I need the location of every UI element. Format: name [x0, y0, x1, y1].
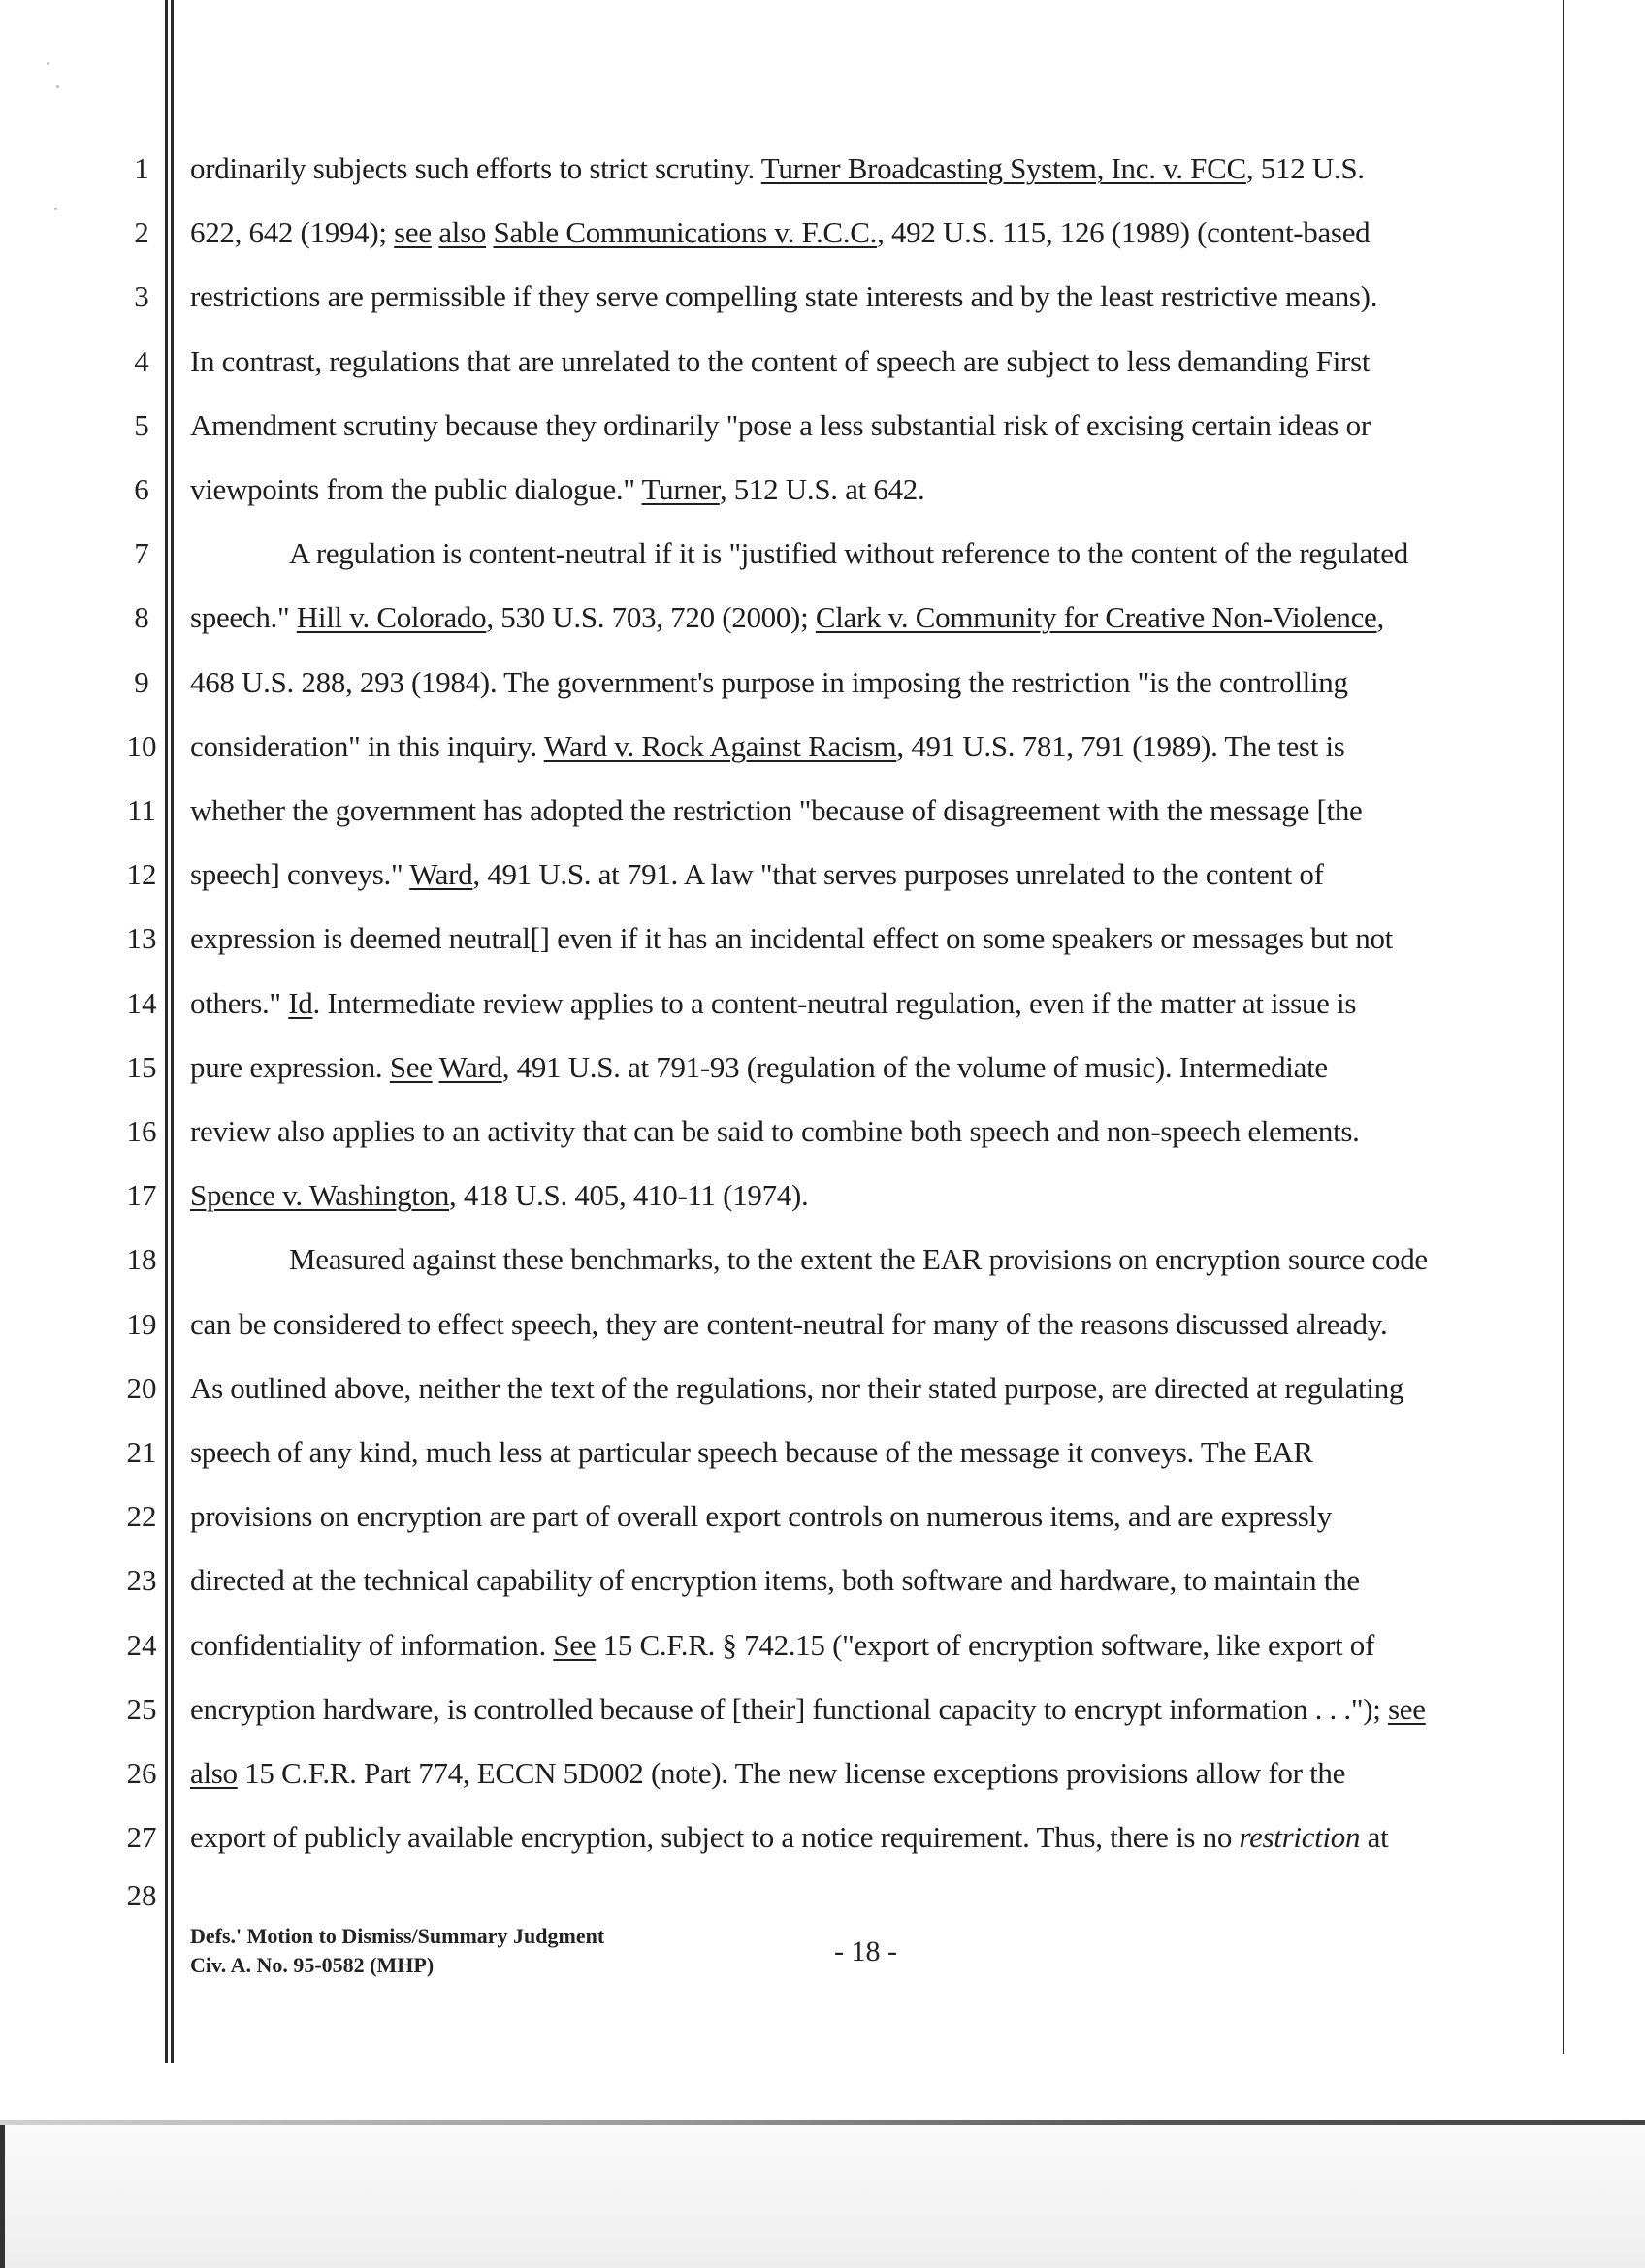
- citation: Ward v. Rock Against Racism: [543, 728, 897, 763]
- line-number: 14: [126, 985, 157, 1020]
- text-line: [190, 344, 1548, 379]
- line-number: 3: [134, 279, 149, 314]
- citation: also: [190, 1756, 238, 1790]
- citation: See: [553, 1627, 597, 1662]
- text-line: [190, 472, 1548, 507]
- text-line: [190, 1371, 1548, 1406]
- line-number: 20: [126, 1370, 157, 1405]
- text-line: [190, 279, 1548, 314]
- citation: also: [438, 215, 487, 250]
- text-run: As outlined above, neither the text of the regulations, nor their stated purpose, are directed at regulating: [190, 1370, 1404, 1405]
- text-run: others.": [190, 985, 289, 1020]
- text-line: [190, 1563, 1548, 1598]
- text-run: pure expression.: [190, 1049, 390, 1084]
- right-margin-rule: [1563, 0, 1564, 2054]
- citation: Turner: [641, 472, 720, 506]
- citation: Id: [288, 985, 313, 1020]
- text-run: directed at the technical capability of encryption items, both software and hardware, to maintain the: [190, 1563, 1360, 1598]
- text-run: provisions on encryption are part of overall export controls on numerous items, and are expressly: [190, 1499, 1332, 1534]
- line-number: 9: [134, 664, 149, 699]
- citation: Turner Broadcasting System, Inc. v. FCC: [760, 151, 1246, 185]
- line-number: 27: [126, 1820, 157, 1855]
- text-line: [190, 1820, 1548, 1855]
- text-line: [190, 921, 1548, 956]
- text-run: review also applies to an activity that can be said to combine both speech and non-speech elements.: [190, 1114, 1360, 1148]
- line-number: 16: [126, 1114, 157, 1148]
- text-line: [190, 536, 1548, 571]
- page-number: - 18 -: [834, 1935, 897, 1967]
- text-run: 15 C.F.R. § 742.15 ("export of encryption software, like export of: [596, 1627, 1375, 1662]
- text-run: , 418 U.S. 405, 410-11 (1974).: [449, 1178, 809, 1213]
- text-run: Measured against these benchmarks, to the extent the EAR provisions on encryption source code: [289, 1242, 1428, 1277]
- citation: Ward: [438, 1049, 502, 1084]
- line-number: 26: [126, 1756, 157, 1790]
- text-line: [190, 1628, 1548, 1663]
- line-number: 6: [134, 472, 149, 506]
- line-number: 10: [126, 728, 157, 763]
- text-run: at: [1360, 1820, 1389, 1855]
- line-number: 8: [134, 600, 149, 635]
- text-run: speech.": [190, 600, 297, 635]
- line-number: 7: [134, 536, 149, 571]
- text-run: whether the government has adopted the restriction "because of disagreement with the message [the: [190, 793, 1363, 827]
- text-run: , 530 U.S. 703, 720 (2000);: [486, 600, 816, 635]
- text-run: Amendment scrutiny because they ordinarily "pose a less substantial risk of excising certain ideas or: [190, 407, 1371, 442]
- text-run: speech of any kind, much less at particular speech because of the message it conveys. The EAR: [190, 1435, 1313, 1469]
- text-run: consideration" in this inquiry.: [190, 728, 544, 763]
- citation: Sable Communications v. F.C.C.: [493, 215, 878, 250]
- text-run: , 491 U.S. at 791. A law "that serves purposes unrelated to the content of: [472, 857, 1324, 892]
- text-run: ,: [1376, 600, 1384, 635]
- line-number: 25: [126, 1691, 157, 1726]
- text-line: [190, 729, 1548, 764]
- text-run: [486, 215, 493, 249]
- text-line: [190, 1435, 1548, 1470]
- text-run: In contrast, regulations that are unrelated to the content of speech are subject to less demanding First: [190, 343, 1371, 378]
- text-run: encryption hardware, is controlled because of [their] functional capacity to encrypt information . . .");: [190, 1691, 1389, 1726]
- text-run: 15 C.F.R. Part 774, ECCN 5D002 (note). The new license exceptions provisions allow for the: [237, 1756, 1346, 1790]
- footer-caption-title: Defs.' Motion to Dismiss/Summary Judgment: [190, 1924, 605, 1948]
- citation: See: [389, 1049, 433, 1084]
- text-line: [190, 793, 1548, 828]
- scanner-background: [0, 2125, 1645, 2268]
- text-run: can be considered to effect speech, they are content-neutral for many of the reasons discussed already.: [190, 1306, 1388, 1341]
- line-number: 28: [126, 1878, 157, 1913]
- text-line: [190, 1242, 1548, 1277]
- citation: see: [394, 215, 432, 250]
- citation: see: [1388, 1691, 1426, 1726]
- footer-case-number: Civ. A. No. 95-0582 (MHP): [190, 1953, 435, 1977]
- text-line: [190, 665, 1548, 700]
- citation: Ward: [409, 857, 473, 892]
- text-line: [190, 1499, 1548, 1534]
- text-line: [190, 1114, 1548, 1149]
- text-run: ordinarily subjects such efforts to strict scrutiny.: [190, 151, 761, 185]
- text-run: . Intermediate review applies to a content-neutral regulation, even if the matter at issue is: [312, 985, 1357, 1020]
- line-number: 17: [126, 1178, 157, 1213]
- text-run: A regulation is content-neutral if it is "justified without reference to the content of the regulated: [289, 536, 1408, 571]
- text-run: confidentiality of information.: [190, 1627, 554, 1662]
- text-run: , 512 U.S. at 642.: [719, 472, 925, 506]
- text-line: [190, 1050, 1548, 1085]
- line-number: 15: [126, 1049, 157, 1084]
- text-run: , 491 U.S. 781, 791 (1989). The test is: [896, 728, 1345, 763]
- text-line: [190, 1307, 1548, 1342]
- text-line: [190, 151, 1548, 186]
- line-number: 23: [126, 1563, 157, 1598]
- text-run: , 492 U.S. 115, 126 (1989) (content-based: [877, 215, 1371, 250]
- line-number: 4: [134, 343, 149, 378]
- text-line: [190, 215, 1548, 250]
- line-number: 12: [126, 857, 157, 892]
- emphasis: restriction: [1239, 1820, 1361, 1855]
- text-run: 468 U.S. 288, 293 (1984). The government's purpose in imposing the restriction "is the controlling: [190, 664, 1348, 699]
- line-number: 5: [134, 407, 149, 442]
- text-line: [190, 986, 1548, 1021]
- line-number: 22: [126, 1499, 157, 1534]
- text-line: [190, 408, 1548, 443]
- text-line: [190, 1692, 1548, 1727]
- line-number: 13: [126, 921, 157, 956]
- citation: Clark v. Community for Creative Non-Violence: [815, 600, 1377, 635]
- line-number: 1: [134, 151, 149, 185]
- line-number: 19: [126, 1306, 157, 1341]
- footer-caption: [190, 1922, 604, 1980]
- text-run: [433, 1050, 439, 1084]
- text-run: , 512 U.S.: [1245, 151, 1365, 185]
- text-run: restrictions are permissible if they serve compelling state interests and by the least restrictive means).: [190, 279, 1378, 314]
- text-line: [190, 857, 1548, 892]
- line-number: 2: [134, 215, 149, 250]
- line-number: 21: [126, 1435, 157, 1469]
- line-number: 18: [126, 1242, 157, 1277]
- text-run: viewpoints from the public dialogue.": [190, 472, 642, 506]
- left-margin-rule-inner: [171, 0, 174, 2063]
- text-line: [190, 600, 1548, 635]
- text-run: export of publicly available encryption, subject to a notice requirement. Thus, there is no: [190, 1820, 1240, 1855]
- text-run: speech] conveys.": [190, 857, 410, 892]
- line-number: 11: [127, 793, 156, 827]
- text-run: expression is deemed neutral[] even if it has an incidental effect on some speakers or messages but not: [190, 921, 1393, 956]
- text-line: [190, 1178, 1548, 1213]
- text-run: , 491 U.S. at 791-93 (regulation of the volume of music). Intermediate: [501, 1049, 1328, 1084]
- citation: Spence v. Washington: [190, 1178, 450, 1213]
- text-run: 622, 642 (1994);: [190, 215, 395, 250]
- citation: Hill v. Colorado: [296, 600, 487, 635]
- text-line: [190, 1756, 1548, 1791]
- line-number: 24: [126, 1627, 157, 1662]
